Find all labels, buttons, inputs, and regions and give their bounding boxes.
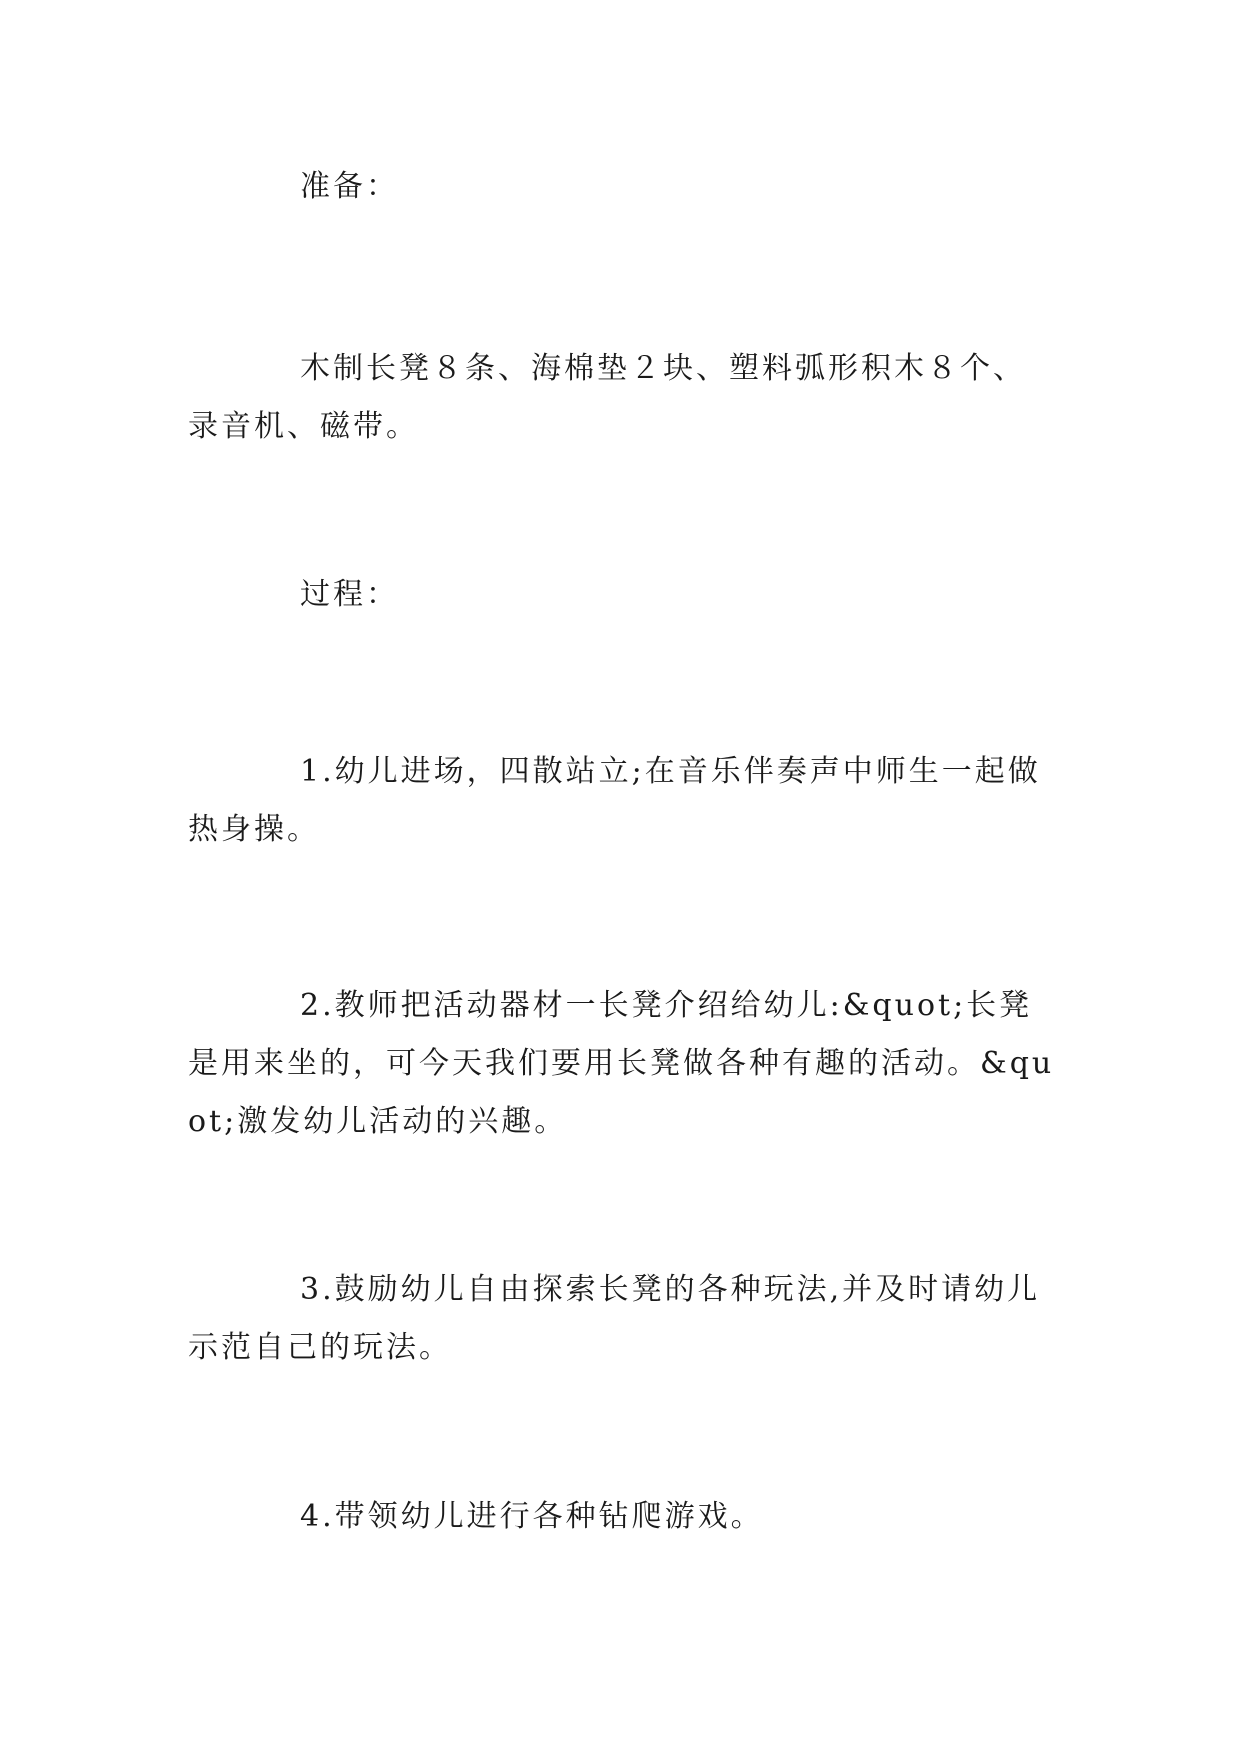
heading-preparation: 准备：	[300, 169, 399, 204]
step-1-paragraph: 1.幼儿进场，四散站立;在音乐伴奏声中师生一起做热身操。	[188, 754, 1041, 847]
step-3-paragraph: 3.鼓励幼儿自由探索长凳的各种玩法,并及时请幼儿示范自己的玩法。	[188, 1272, 1041, 1365]
step-2-paragraph: 2.教师把活动器材一长凳介绍给幼儿:&quot;长凳是用来坐的，可今天我们要用长凳做各种有趣的活动。&quot;激发幼儿活动的兴趣。	[188, 988, 1055, 1139]
step-4-paragraph: 4.带领幼儿进行各种钻爬游戏。	[300, 1499, 764, 1534]
materials-paragraph: 木制长凳８条、海棉垫２块、塑料弧形积木８个、录音机、磁带。	[188, 351, 1026, 444]
heading-process: 过程：	[300, 577, 399, 612]
